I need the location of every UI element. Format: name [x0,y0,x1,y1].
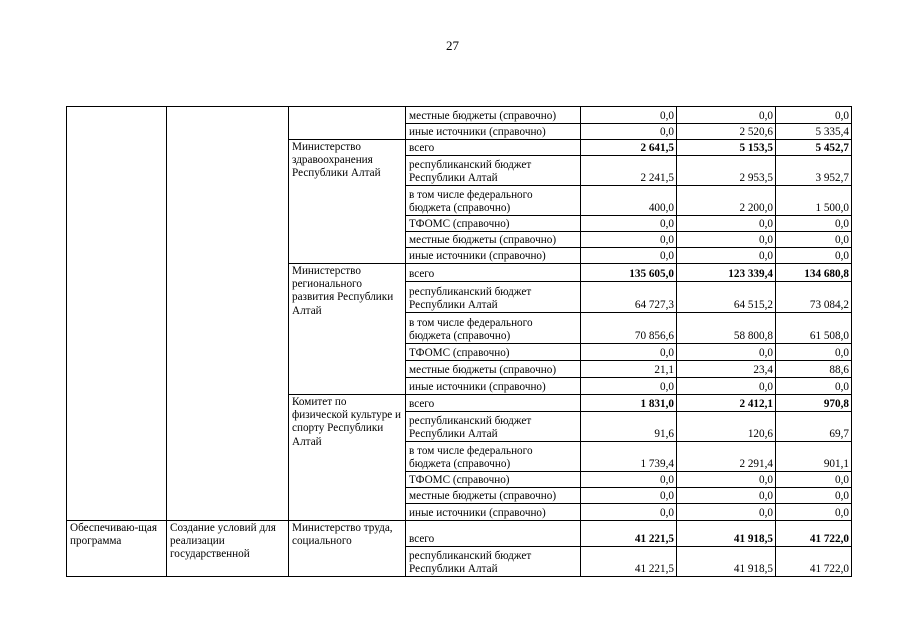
value-cell: 0,0 [776,216,852,232]
value-cell: 0,0 [677,216,776,232]
source-cell: местные бюджеты (справочно) [406,361,581,378]
value-cell: 400,0 [581,186,677,216]
source-cell: в том числе федерального бюджета (справочно) [406,186,581,216]
value-cell: 0,0 [581,488,677,504]
value-cell: 41 722,0 [776,521,852,547]
value-cell: 0,0 [776,488,852,504]
value-cell: 0,0 [581,216,677,232]
executor-cell: Комитет по физической культуре и спорту Республики Алтай [289,395,406,521]
value-cell: 0,0 [581,378,677,395]
value-cell: 0,0 [581,344,677,361]
program-cell: Обеспечиваю-щая программа [67,521,167,577]
source-cell: всего [406,140,581,156]
value-cell: 5 452,7 [776,140,852,156]
source-cell: ТФОМС (справочно) [406,216,581,232]
value-cell: 1 500,0 [776,186,852,216]
value-cell: 0,0 [677,107,776,124]
value-cell: 0,0 [581,232,677,248]
executor-cell: Министерство здравоохранения Республики Алтай [289,140,406,264]
value-cell: 0,0 [677,488,776,504]
executor-cell: Министерство труда, социального [289,521,406,577]
source-cell: всего [406,395,581,412]
source-cell: республиканский бюджет Республики Алтай [406,282,581,313]
value-cell: 0,0 [581,124,677,140]
value-cell: 23,4 [677,361,776,378]
source-cell: местные бюджеты (справочно) [406,107,581,124]
value-cell: 0,0 [677,472,776,488]
value-cell: 120,6 [677,412,776,442]
value-cell: 0,0 [677,232,776,248]
value-cell: 2 241,5 [581,156,677,186]
table-row [67,521,852,547]
value-cell: 58 800,8 [677,313,776,344]
value-cell: 2 641,5 [581,140,677,156]
value-cell: 0,0 [776,504,852,521]
value-cell: 0,0 [776,472,852,488]
source-cell: иные источники (справочно) [406,248,581,264]
value-cell: 2 953,5 [677,156,776,186]
source-cell: республиканский бюджет Республики Алтай [406,156,581,186]
value-cell: 5 153,5 [677,140,776,156]
value-cell: 41 722,0 [776,547,852,577]
value-cell: 2 200,0 [677,186,776,216]
value-cell: 88,6 [776,361,852,378]
value-cell: 0,0 [677,248,776,264]
value-cell: 91,6 [581,412,677,442]
value-cell: 61 508,0 [776,313,852,344]
value-cell: 1 739,4 [581,442,677,472]
budget-table [66,106,852,577]
value-cell: 0,0 [776,232,852,248]
value-cell: 0,0 [677,344,776,361]
value-cell: 0,0 [677,378,776,395]
source-cell: ТФОМС (справочно) [406,344,581,361]
value-cell: 41 221,5 [581,547,677,577]
value-cell: 123 339,4 [677,264,776,282]
value-cell: 135 605,0 [581,264,677,282]
value-cell: 0,0 [776,344,852,361]
value-cell: 73 084,2 [776,282,852,313]
source-cell: республиканский бюджет Республики Алтай [406,547,581,577]
source-cell: республиканский бюджет Республики Алтай [406,412,581,442]
value-cell: 69,7 [776,412,852,442]
executor-cell: Министерство регионального развития Республики Алтай [289,264,406,395]
source-cell: ТФОМС (справочно) [406,472,581,488]
source-cell: местные бюджеты (справочно) [406,488,581,504]
value-cell: 2 412,1 [677,395,776,412]
value-cell: 2 520,6 [677,124,776,140]
value-cell: 0,0 [581,107,677,124]
table-row [67,107,852,124]
value-cell: 41 221,5 [581,521,677,547]
source-cell: иные источники (справочно) [406,504,581,521]
value-cell: 0,0 [677,504,776,521]
value-cell: 0,0 [581,504,677,521]
value-cell: 64 727,3 [581,282,677,313]
source-cell: в том числе федерального бюджета (справочно) [406,442,581,472]
value-cell: 0,0 [581,248,677,264]
source-cell: всего [406,264,581,282]
value-cell: 64 515,2 [677,282,776,313]
value-cell: 970,8 [776,395,852,412]
source-cell: иные источники (справочно) [406,378,581,395]
value-cell: 0,0 [776,248,852,264]
value-cell: 21,1 [581,361,677,378]
value-cell: 70 856,6 [581,313,677,344]
event-cell [167,107,289,521]
value-cell: 0,0 [581,472,677,488]
value-cell: 0,0 [776,378,852,395]
source-cell: в том числе федерального бюджета (справочно) [406,313,581,344]
value-cell: 41 918,5 [677,521,776,547]
value-cell: 1 831,0 [581,395,677,412]
value-cell: 901,1 [776,442,852,472]
value-cell: 134 680,8 [776,264,852,282]
source-cell: местные бюджеты (справочно) [406,232,581,248]
page-number: 27 [446,38,459,53]
program-cell [67,107,167,521]
value-cell: 41 918,5 [677,547,776,577]
value-cell: 5 335,4 [776,124,852,140]
source-cell: всего [406,521,581,547]
value-cell: 2 291,4 [677,442,776,472]
value-cell: 0,0 [776,107,852,124]
executor-cell [289,107,406,140]
source-cell: иные источники (справочно) [406,124,581,140]
value-cell: 3 952,7 [776,156,852,186]
event-cell: Создание условий для реализации государственной [167,521,289,577]
